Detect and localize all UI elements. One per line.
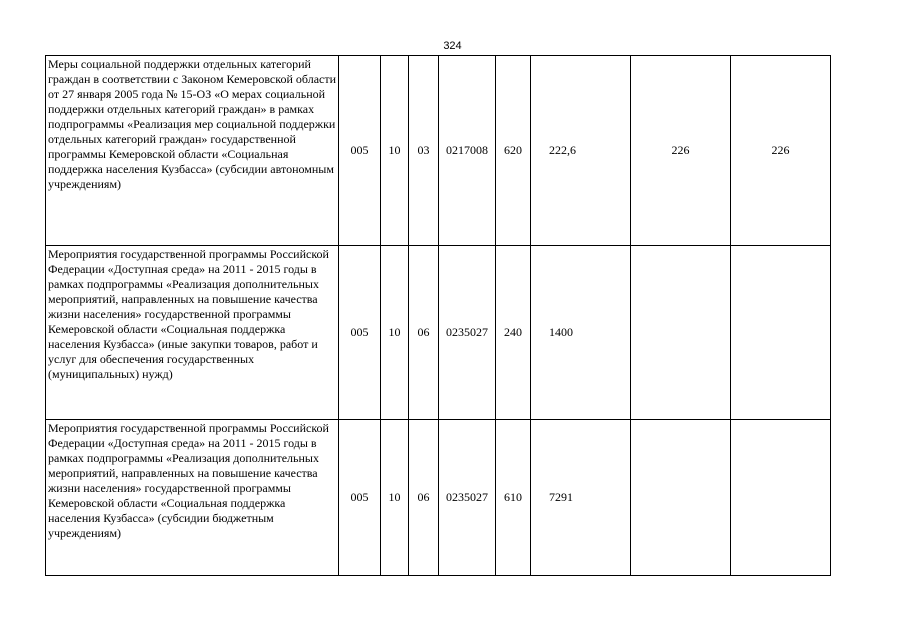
expense-type-code: 610 xyxy=(496,420,531,576)
ministry-code: 005 xyxy=(339,246,381,420)
page-number: 324 xyxy=(443,40,462,52)
table-row xyxy=(46,420,831,576)
amount-year-2 xyxy=(631,246,731,420)
target-article-code: 0235027 xyxy=(439,246,496,420)
row-description: Меры социальной поддержки отдельных категорий граждан в соответствии с Законом Кемеровской области от 27 января 2005 года № 15-ОЗ «О мерах социальной поддержки отдельных категорий граждан» в рамках подпрограммы «Реализация мер социальной поддержки отдельных категорий граждан» государственной программы Кемеровской области «Социальная поддержка населения Кузбасса» (субсидии автономным учреждениям) xyxy=(46,56,339,246)
table-row xyxy=(46,56,831,246)
row-description: Мероприятия государственной программы Российской Федерации «Доступная среда» на 2011 - 2015 годы в рамках подпрограммы «Реализация дополнительных мероприятий, направленных на повышение качества жизни населения» государственной программы Кемеровской области «Социальная поддержка населения Кузбасса» (иные закупки товаров, работ и услуг для обеспечения государственных (муниципальных) нужд) xyxy=(46,246,339,420)
section-code: 10 xyxy=(381,56,409,246)
section-code: 10 xyxy=(381,246,409,420)
amount-year-1: 1400 xyxy=(531,246,631,420)
amount-year-2: 226 xyxy=(631,56,731,246)
table-row xyxy=(46,246,831,420)
target-article-code: 0217008 xyxy=(439,56,496,246)
amount-year-1: 7291 xyxy=(531,420,631,576)
amount-year-3 xyxy=(731,420,831,576)
row-description: Мероприятия государственной программы Российской Федерации «Доступная среда» на 2011 - 2015 годы в рамках подпрограммы «Реализация дополнительных мероприятий, направленных на повышение качества жизни населения» государственной программы Кемеровской области «Социальная поддержка населения Кузбасса» (субсидии бюджетным учреждениям) xyxy=(46,420,339,576)
amount-year-3: 226 xyxy=(731,56,831,246)
expense-type-code: 240 xyxy=(496,246,531,420)
amount-year-3 xyxy=(731,246,831,420)
budget-table xyxy=(45,55,831,576)
subsection-code: 06 xyxy=(409,420,439,576)
target-article-code: 0235027 xyxy=(439,420,496,576)
amount-year-2 xyxy=(631,420,731,576)
amount-year-1: 222,6 xyxy=(531,56,631,246)
ministry-code: 005 xyxy=(339,56,381,246)
expense-type-code: 620 xyxy=(496,56,531,246)
ministry-code: 005 xyxy=(339,420,381,576)
subsection-code: 03 xyxy=(409,56,439,246)
subsection-code: 06 xyxy=(409,246,439,420)
section-code: 10 xyxy=(381,420,409,576)
